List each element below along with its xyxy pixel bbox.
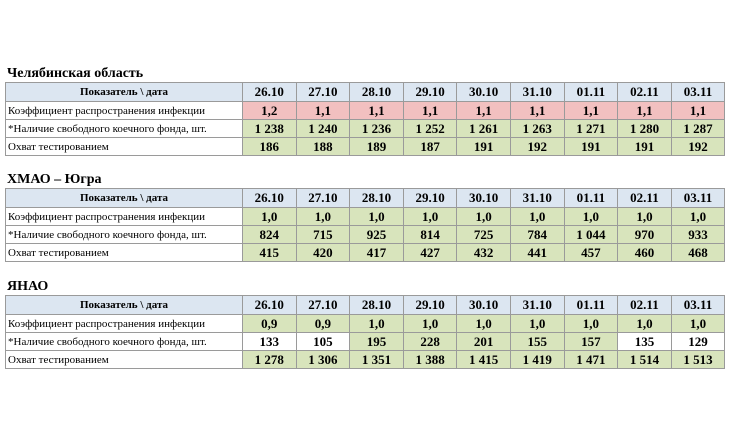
value-cell: 417	[350, 244, 404, 262]
value-cell: 105	[296, 333, 350, 351]
date-header: 26.10	[243, 189, 297, 208]
table-row	[6, 226, 725, 244]
header-label: Показатель \ дата	[6, 189, 243, 208]
value-cell: 1,1	[618, 102, 672, 120]
value-cell: 1,0	[510, 208, 564, 226]
date-header: 30.10	[457, 83, 511, 102]
table-row	[6, 315, 725, 333]
date-header: 29.10	[403, 296, 457, 315]
value-cell: 725	[457, 226, 511, 244]
value-cell: 1,0	[564, 208, 618, 226]
value-cell: 1 280	[618, 120, 672, 138]
date-header: 01.11	[564, 296, 618, 315]
date-header: 02.11	[618, 296, 672, 315]
value-cell: 188	[296, 138, 350, 156]
value-cell: 824	[243, 226, 297, 244]
date-header: 03.11	[671, 189, 725, 208]
table-row	[6, 138, 725, 156]
table-row	[6, 208, 725, 226]
date-header: 31.10	[510, 296, 564, 315]
value-cell: 1 471	[564, 351, 618, 369]
value-cell: 1,2	[243, 102, 297, 120]
header-label: Показатель \ дата	[6, 83, 243, 102]
value-cell: 1 419	[510, 351, 564, 369]
date-header: 30.10	[457, 296, 511, 315]
value-cell: 1 263	[510, 120, 564, 138]
data-table	[5, 295, 725, 369]
value-cell: 195	[350, 333, 404, 351]
date-header: 31.10	[510, 189, 564, 208]
value-cell: 1,1	[457, 102, 511, 120]
date-header: 29.10	[403, 83, 457, 102]
value-cell: 1,0	[564, 315, 618, 333]
date-header: 27.10	[296, 296, 350, 315]
value-cell: 1 261	[457, 120, 511, 138]
date-header: 28.10	[350, 296, 404, 315]
table-row	[6, 244, 725, 262]
row-label: Охват тестированием	[6, 244, 243, 262]
row-label: *Наличие свободного коечного фонда, шт.	[6, 120, 243, 138]
value-cell: 925	[350, 226, 404, 244]
date-header: 27.10	[296, 83, 350, 102]
value-cell: 1 306	[296, 351, 350, 369]
value-cell: 784	[510, 226, 564, 244]
header-row	[6, 189, 725, 208]
date-header: 26.10	[243, 83, 297, 102]
value-cell: 192	[671, 138, 725, 156]
value-cell: 201	[457, 333, 511, 351]
header-row	[6, 83, 725, 102]
data-table	[5, 82, 725, 156]
table-row	[6, 120, 725, 138]
date-header: 29.10	[403, 189, 457, 208]
value-cell: 1 351	[350, 351, 404, 369]
date-header: 01.11	[564, 83, 618, 102]
value-cell: 191	[618, 138, 672, 156]
value-cell: 427	[403, 244, 457, 262]
date-header: 02.11	[618, 83, 672, 102]
section-title: ЯНАО	[7, 279, 49, 294]
value-cell: 1,1	[403, 102, 457, 120]
value-cell: 1,0	[671, 315, 725, 333]
value-cell: 468	[671, 244, 725, 262]
row-label: *Наличие свободного коечного фонда, шт.	[6, 226, 243, 244]
section-yanao	[5, 279, 725, 369]
value-cell: 1 236	[350, 120, 404, 138]
value-cell: 1,0	[671, 208, 725, 226]
value-cell: 1 514	[618, 351, 672, 369]
date-header: 28.10	[350, 189, 404, 208]
value-cell: 432	[457, 244, 511, 262]
value-cell: 970	[618, 226, 672, 244]
section-title: ХМАО – Югра	[7, 172, 102, 187]
value-cell: 1,1	[350, 102, 404, 120]
value-cell: 1,0	[403, 208, 457, 226]
value-cell: 441	[510, 244, 564, 262]
value-cell: 1,0	[243, 208, 297, 226]
value-cell: 933	[671, 226, 725, 244]
value-cell: 155	[510, 333, 564, 351]
value-cell: 1,0	[510, 315, 564, 333]
value-cell: 1,0	[618, 315, 672, 333]
section-khmao	[5, 172, 725, 262]
row-label: *Наличие свободного коечного фонда, шт.	[6, 333, 243, 351]
value-cell: 133	[243, 333, 297, 351]
value-cell: 135	[618, 333, 672, 351]
value-cell: 1 252	[403, 120, 457, 138]
value-cell: 1 415	[457, 351, 511, 369]
value-cell: 1,0	[350, 208, 404, 226]
value-cell: 415	[243, 244, 297, 262]
section-title: Челябинская область	[7, 66, 144, 81]
date-header: 01.11	[564, 189, 618, 208]
date-header: 03.11	[671, 83, 725, 102]
value-cell: 420	[296, 244, 350, 262]
section-chelyabinsk	[5, 66, 725, 156]
value-cell: 1,0	[457, 315, 511, 333]
value-cell: 1 278	[243, 351, 297, 369]
table-row	[6, 351, 725, 369]
date-header: 27.10	[296, 189, 350, 208]
value-cell: 1,0	[403, 315, 457, 333]
value-cell: 1 044	[564, 226, 618, 244]
value-cell: 0,9	[243, 315, 297, 333]
value-cell: 187	[403, 138, 457, 156]
row-label: Коэффициент распространения инфекции	[6, 102, 243, 120]
row-label: Охват тестированием	[6, 351, 243, 369]
date-header: 31.10	[510, 83, 564, 102]
date-header: 02.11	[618, 189, 672, 208]
value-cell: 0,9	[296, 315, 350, 333]
value-cell: 189	[350, 138, 404, 156]
value-cell: 228	[403, 333, 457, 351]
value-cell: 1,0	[618, 208, 672, 226]
value-cell: 157	[564, 333, 618, 351]
header-label: Показатель \ дата	[6, 296, 243, 315]
date-header: 30.10	[457, 189, 511, 208]
table-row	[6, 102, 725, 120]
value-cell: 129	[671, 333, 725, 351]
date-header: 26.10	[243, 296, 297, 315]
value-cell: 1,0	[350, 315, 404, 333]
value-cell: 191	[457, 138, 511, 156]
value-cell: 1,1	[296, 102, 350, 120]
row-label: Охват тестированием	[6, 138, 243, 156]
date-header: 03.11	[671, 296, 725, 315]
value-cell: 460	[618, 244, 672, 262]
data-table	[5, 188, 725, 262]
value-cell: 191	[564, 138, 618, 156]
value-cell: 814	[403, 226, 457, 244]
value-cell: 1 287	[671, 120, 725, 138]
value-cell: 1 240	[296, 120, 350, 138]
value-cell: 186	[243, 138, 297, 156]
value-cell: 1,1	[510, 102, 564, 120]
value-cell: 715	[296, 226, 350, 244]
value-cell: 1 513	[671, 351, 725, 369]
value-cell: 1,0	[457, 208, 511, 226]
value-cell: 192	[510, 138, 564, 156]
value-cell: 1,1	[671, 102, 725, 120]
value-cell: 1 238	[243, 120, 297, 138]
row-label: Коэффициент распространения инфекции	[6, 315, 243, 333]
value-cell: 1,0	[296, 208, 350, 226]
value-cell: 1 271	[564, 120, 618, 138]
value-cell: 1,1	[564, 102, 618, 120]
row-label: Коэффициент распространения инфекции	[6, 208, 243, 226]
header-row	[6, 296, 725, 315]
table-row	[6, 333, 725, 351]
value-cell: 1 388	[403, 351, 457, 369]
value-cell: 457	[564, 244, 618, 262]
date-header: 28.10	[350, 83, 404, 102]
